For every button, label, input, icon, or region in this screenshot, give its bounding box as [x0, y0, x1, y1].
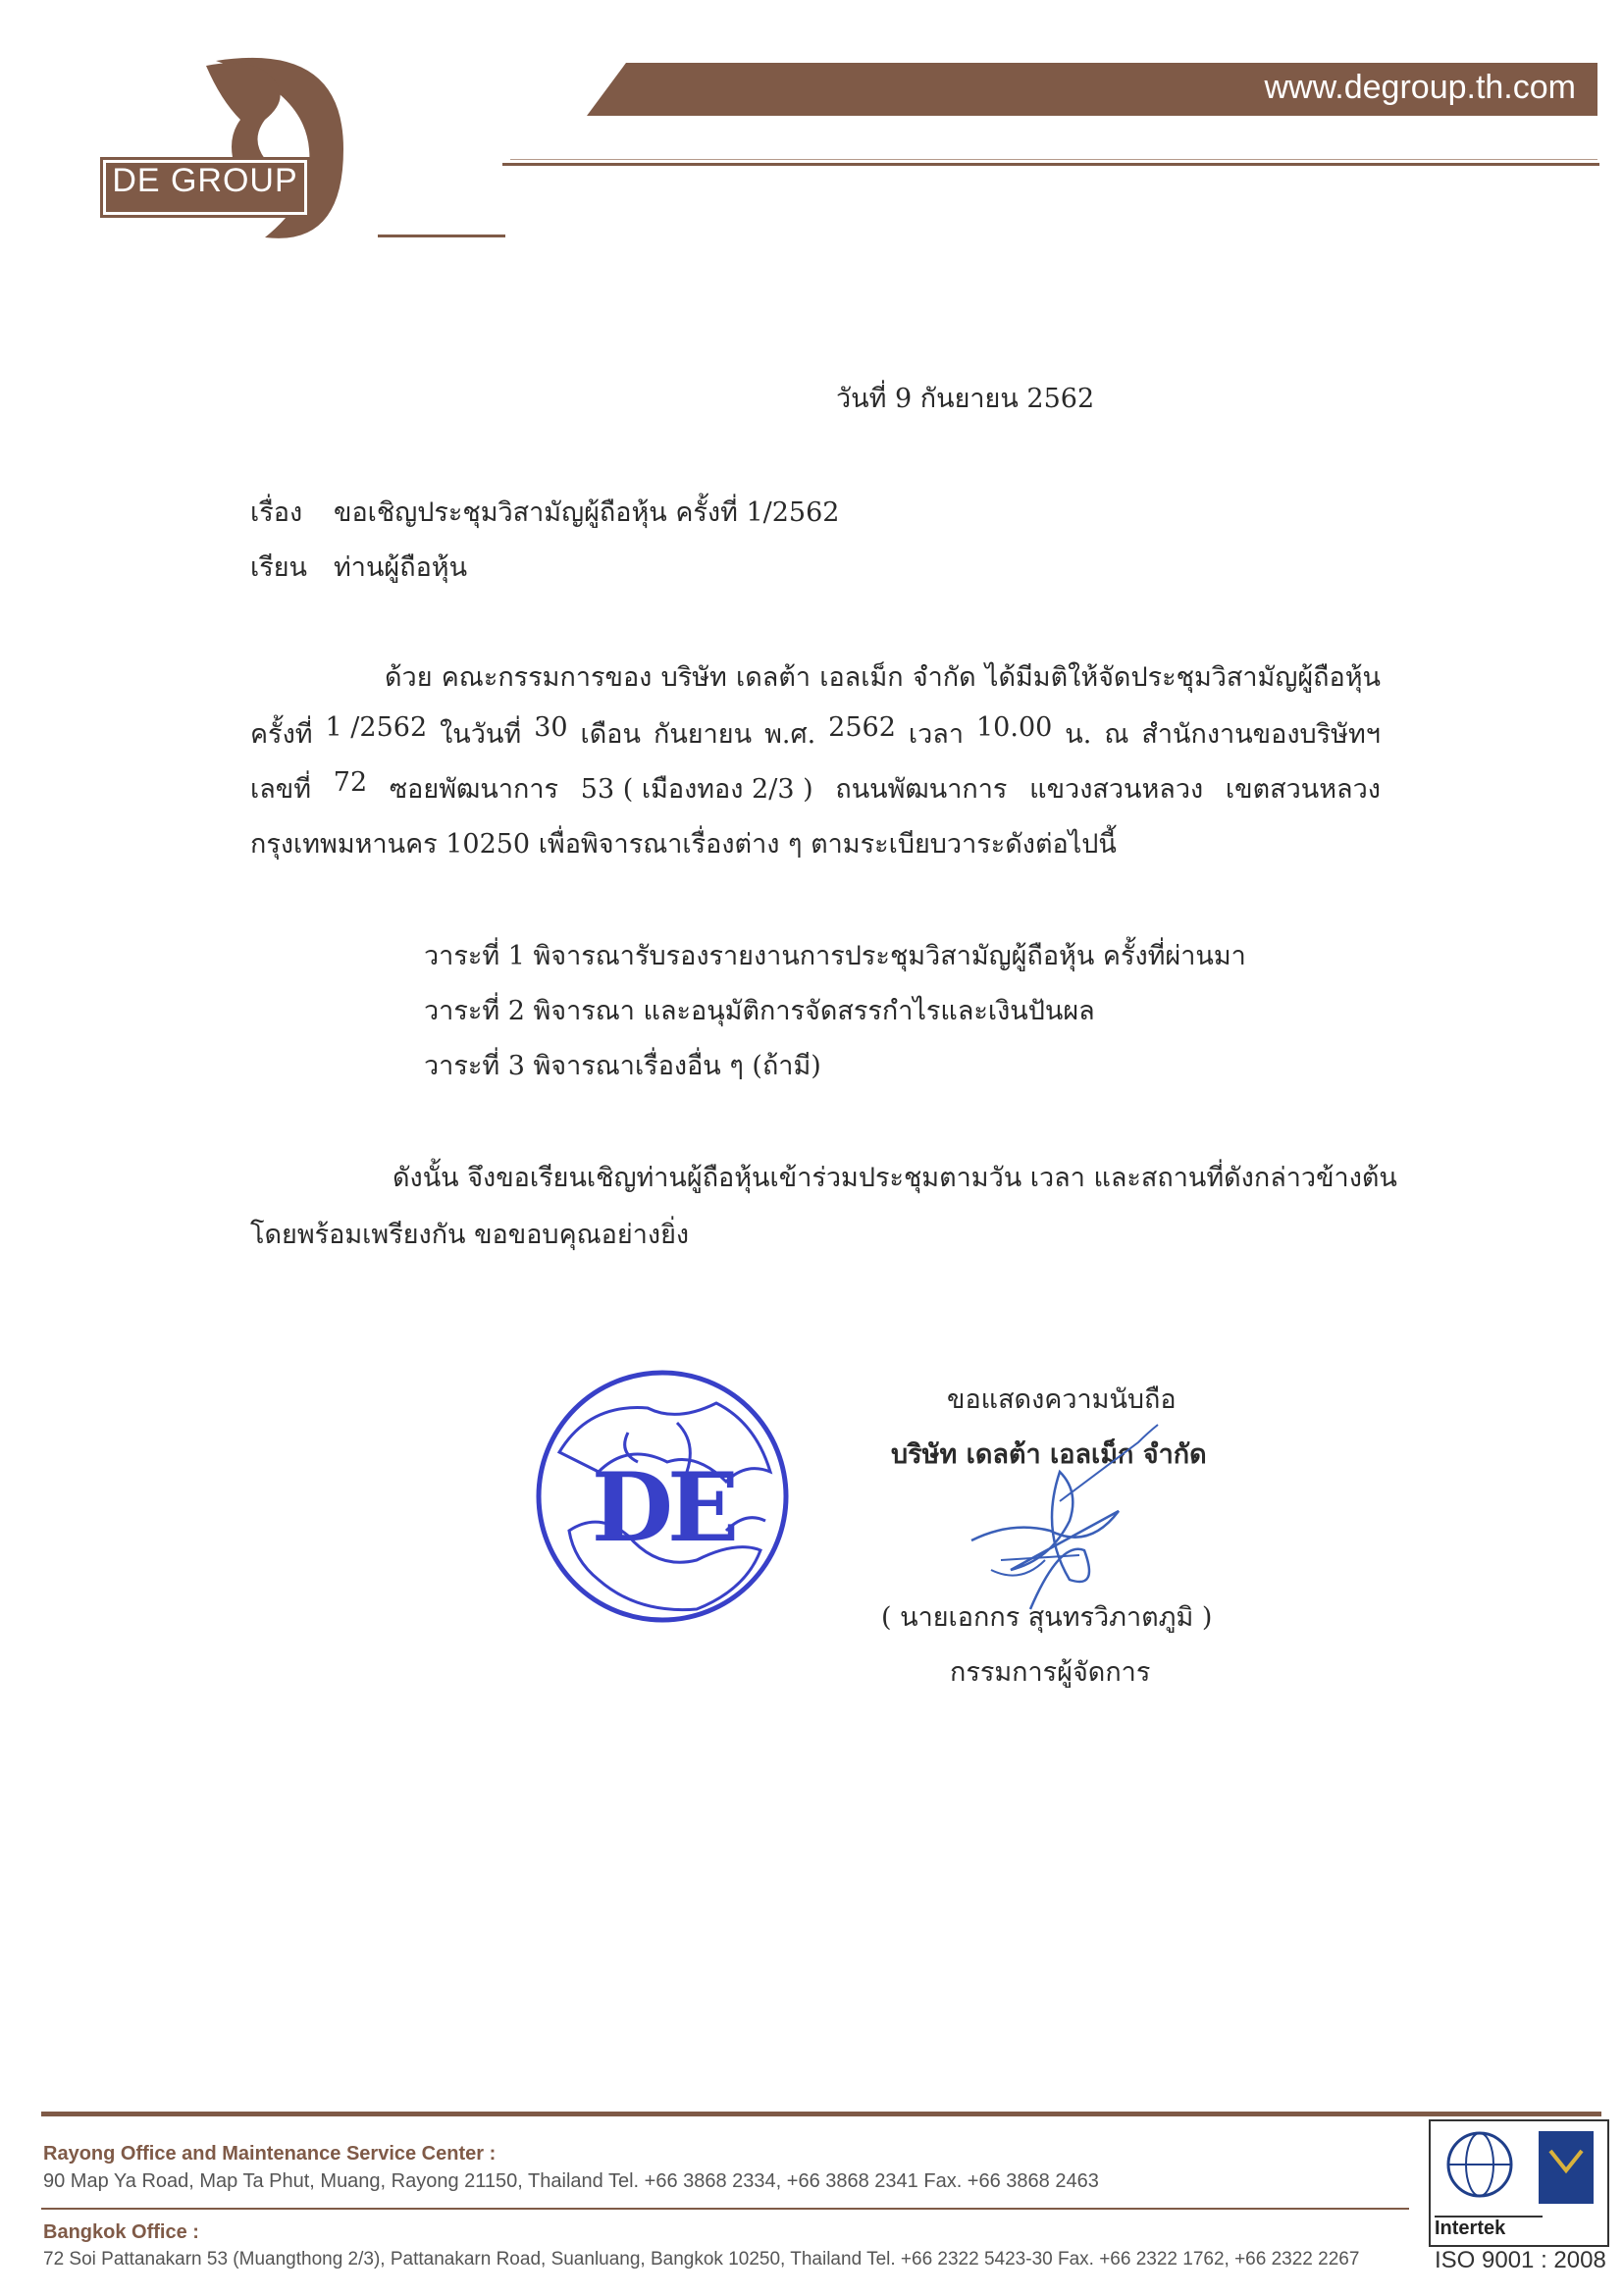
word: 30	[534, 712, 568, 743]
header-rule-left	[378, 235, 505, 237]
signatory-name: ( นายเอกกร สุนทรวิภาตภูมิ )	[881, 1602, 1213, 1633]
word: เอลเม็ก	[819, 662, 904, 693]
word: ซอยพัฒนาการ	[389, 774, 559, 805]
word: ในวันที่	[440, 719, 522, 750]
certification-globe-icon	[1431, 2121, 1607, 2214]
bangkok-heading: Bangkok Office :	[43, 2221, 199, 2243]
word: จำกัด	[912, 662, 976, 693]
rayong-heading: Rayong Office and Maintenance Service Center :	[43, 2143, 497, 2165]
rayong-address: 90 Map Ya Road, Map Ta Phut, Muang, Rayong 21150, Thailand Tel. +66 3868 2334, +66 3868 2341 Fax. +66 3868 2463	[43, 2170, 1099, 2192]
regards-text: ขอแสดงความนับถือ	[947, 1384, 1177, 1415]
word: บริษัท	[660, 662, 727, 693]
paragraph-line	[385, 655, 1381, 698]
word: 1 /2562	[325, 712, 428, 743]
word: ครั้งที่	[250, 719, 313, 750]
word: 53 ( เมืองทอง 2/3 )	[580, 774, 813, 805]
word: เลขที่	[250, 774, 312, 805]
website-url: www.degroup.th.com	[1264, 69, 1576, 106]
word: พ.ศ.	[764, 719, 816, 750]
agenda-item-3: วาระที่ 3 พิจารณาเรื่องอื่น ๆ (ถ้ามี)	[424, 1051, 821, 1081]
recipient-text: ท่านผู้ถือหุ้น	[334, 552, 468, 583]
word: 72	[333, 767, 368, 798]
company-name: บริษัท เดลต้า เอลเม็ก จำกัด	[891, 1439, 1207, 1470]
word: คณะกรรมการของ	[441, 662, 653, 693]
subject-label: เรื่อง	[250, 497, 303, 528]
word: เดลต้า	[736, 662, 812, 693]
word: ด้วย	[385, 662, 433, 693]
header-rule	[502, 163, 1599, 166]
word: 2562	[828, 712, 896, 743]
word: สำนักงานของบริษัทฯ	[1141, 719, 1381, 750]
word: แขวงสวนหลวง	[1029, 774, 1204, 805]
closing-line-2: โดยพร้อมเพรียงกัน ขอขอบคุณอย่างยิ่ง	[250, 1220, 690, 1250]
word: เขตสวนหลวง	[1225, 774, 1381, 805]
word: ณ	[1104, 719, 1129, 750]
word: ถนนพัฒนาการ	[835, 774, 1008, 805]
bangkok-address: 72 Soi Pattanakarn 53 (Muangthong 2/3), Pattanakarn Road, Suanluang, Bangkok 10250, Thailand Tel. +66 2322 5423-30 Fax. +66 2322 1762, +66 2322 2267	[43, 2249, 1360, 2270]
footer-divider	[41, 2208, 1409, 2210]
paragraph-last-line: กรุงเทพมหานคร 10250 เพื่อพิจารณาเรื่องต่าง ๆ ตามระเบียบวาระดังต่อไปนี้	[250, 829, 1117, 860]
iso-standard: ISO 9001 : 2008	[1435, 2247, 1606, 2273]
globe-logo-icon	[196, 51, 353, 247]
logo-text: DE GROUP	[112, 162, 298, 199]
word: ได้มีมติให้จัดประชุมวิสามัญผู้ถือหุ้น	[984, 662, 1381, 693]
certification-badge	[1429, 2119, 1609, 2247]
recipient-label: เรียน	[250, 552, 308, 583]
word: น.	[1065, 719, 1092, 750]
paragraph-line	[250, 712, 1381, 755]
subject-text: ขอเชิญประชุมวิสามัญผู้ถือหุ้น ครั้งที่ 1/2562	[334, 497, 840, 528]
signatory-title: กรรมการผู้จัดการ	[950, 1657, 1151, 1688]
word: เวลา	[908, 719, 964, 750]
agenda-item-1: วาระที่ 1 พิจารณารับรองรายงานการประชุมวิสามัญผู้ถือหุ้น ครั้งที่ผ่านมา	[424, 941, 1246, 971]
closing-line-1: ดังนั้น จึงขอเรียนเชิญท่านผู้ถือหุ้นเข้าร่วมประชุมตามวัน เวลา และสถานที่ดังกล่าวข้างต้น	[393, 1163, 1397, 1193]
agenda-item-2: วาระที่ 2 พิจารณา และอนุมัติการจัดสรรกำไรและเงินปันผล	[424, 996, 1095, 1026]
word: 10.00	[976, 712, 1053, 743]
word: เดือน	[580, 719, 641, 750]
word: กันยายน	[653, 719, 753, 750]
certifier-name: Intertek	[1435, 2216, 1543, 2240]
footer-rule	[41, 2112, 1601, 2116]
letter-date: วันที่ 9 กันยายน 2562	[836, 384, 1095, 414]
header-thin-line	[510, 159, 1597, 160]
stamp-lettering: DE	[591, 1452, 734, 1563]
paragraph-line	[250, 767, 1381, 809]
